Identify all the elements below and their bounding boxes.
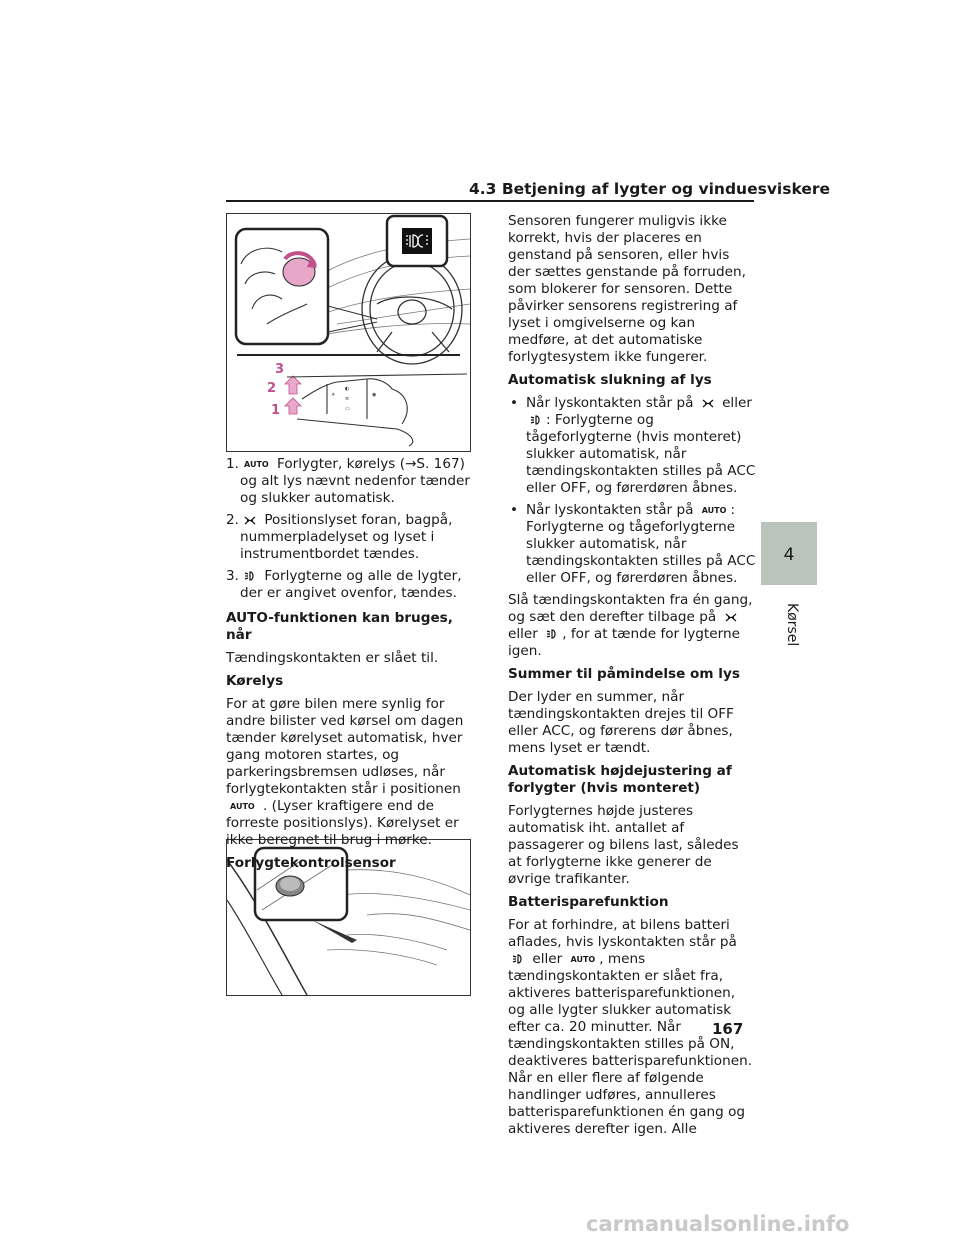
list-number: 2. (226, 512, 239, 528)
headlight-icon (244, 571, 256, 581)
header-rule (226, 200, 754, 202)
light-switch-figure (226, 213, 471, 452)
bullet-marker: • (510, 395, 519, 411)
restart-text-b: eller (508, 626, 538, 642)
restart-text-a: Slå tændingskontakten fra én gang, og sæt den derefter tilbage på (508, 592, 753, 625)
list-text: Positionslyset foran, bagpå, nummerpladelyset og lyset i instrumentbordet tændes. (240, 512, 453, 562)
list-text: Forlygterne og alle de lygter, der er angivet ovenfor, tændes. (240, 568, 462, 601)
svg-text:◐: ◐ (345, 386, 350, 392)
position-light-icon (702, 399, 714, 408)
auto-icon: AUTO (701, 505, 727, 515)
headlight-icon (530, 415, 542, 425)
callout-2: 2 (267, 381, 277, 396)
chapter-label: Kørsel (784, 603, 800, 647)
callout-3: 3 (275, 362, 285, 377)
batteri-heading: Batterisparefunktion (508, 894, 669, 910)
auto-icon: AUTO (230, 801, 255, 811)
right-column (508, 213, 756, 1144)
batteri-text-b: eller (532, 951, 563, 967)
bullet-text: : Forlygterne og tågeforlygterne slukker automatisk, når tændingskontakten stilles på ACC eller OFF, og førerdøren åbnes. (526, 502, 756, 586)
svg-text:☀: ☀ (331, 392, 336, 398)
watermark: carmanualsonline.info (586, 1212, 850, 1236)
summer-text: Der lyder en summer, når tændingskontakten drejes til OFF eller ACC, og førerens dør åbnes, mens lyset er tændt. (508, 689, 734, 756)
left-column (226, 456, 474, 878)
hojde-heading: Automatisk højdejustering af forlygter (hvis monteret) (508, 763, 732, 796)
section-title: 4.3 Betjening af lygter og vinduesviskere (469, 180, 831, 198)
auto-icon: AUTO (244, 459, 269, 469)
chapter-number: 4 (783, 545, 795, 565)
summer-heading: Summer til påmindelse om lys (508, 666, 740, 682)
svg-text:≡: ≡ (345, 396, 350, 402)
headlight-icon (512, 954, 524, 964)
batteri-text-c: , mens tændingskontakten er slået fra, aktiveres batterisparefunktionen, og alle lygter slukker automatisk efter ca. 20 minutter. Når tændingskontakten stilles på ON, deaktiveres batterisparefunktionen. Når en eller flere af følgende handlinger udføres, annulleres batterisparefunktionen én gang og aktiveres derefter igen. Alle (508, 951, 753, 1137)
list-number: 3. (226, 568, 239, 584)
korelys-paragraph (226, 696, 474, 849)
position-light-icon (725, 613, 737, 622)
auto-icon: AUTO (570, 954, 596, 964)
bullet-text: Når lyskontakten står på (526, 395, 694, 411)
list-item (226, 512, 474, 563)
list-text: Forlygter, kørelys (→S. 167) og alt lys nævnt nedenfor tænder og slukker automatisk. (240, 456, 470, 506)
list-item (508, 502, 756, 587)
light-switch-illustration (227, 214, 470, 451)
callout-1: 1 (271, 403, 281, 418)
hojde-text: Forlygternes højde justeres automatisk iht. antallet af passagerer og bilens last, således at forlygterne ikke generer de øvrige trafikanter. (508, 803, 739, 887)
auto-heading: AUTO-funktionen kan bruges, når (226, 610, 453, 643)
svg-text:▭: ▭ (345, 406, 350, 412)
korelys-heading: Kørelys (226, 673, 284, 689)
list-item (508, 395, 756, 497)
bullet-text: : Forlygterne og tågeforlygterne (hvis monteret) slukker automatisk, når tændingskontakten stilles på ACC eller OFF, og førerdøren åbnes. (526, 412, 756, 496)
auto-off-heading: Automatisk slukning af lys (508, 372, 712, 388)
korelys-text-a: For at gøre bilen mere synlig for andre bilister ved kørsel om dagen tænder kørelyset automatisk, hver gang motoren startes, og parkeringsbremsen udløses, når forlygtekontakten står i positionen (226, 696, 464, 797)
batteri-text-a: For at forhindre, at bilens batteri aflades, hvis lyskontakten står på (508, 917, 737, 950)
svg-text:◉: ◉ (372, 392, 377, 398)
sensor-heading: Forlygtekontrolsensor (226, 855, 396, 871)
bullet-text: eller (722, 395, 752, 411)
bullet-text: Når lyskontakten står på (526, 502, 694, 518)
bullet-marker: • (510, 502, 519, 518)
list-item (226, 568, 474, 602)
korelys-text-b: . (Lyser kraftigere end de forreste positionslys). Kørelyset er ikke beregnet til brug i mørke. (226, 798, 459, 848)
auto-text: Tændingskontakten er slået til. (226, 650, 439, 666)
restart-paragraph (508, 592, 756, 660)
sensor-text: Sensoren fungerer muligvis ikke korrekt, hvis der placeres en genstand på sensoren, eller hvis der sættes genstande på forruden, som blokerer for sensoren. Dette påvirker sensorens registrering af lyset i omgivelserne og kan medføre, at det automatiske forlygtesystem ikke fungerer. (508, 213, 746, 365)
headlight-icon (546, 629, 558, 639)
page-number: 167 (712, 1020, 744, 1038)
restart-text-c: , for at tænde for lygterne igen. (508, 626, 740, 659)
position-light-icon (244, 516, 256, 525)
list-item (226, 456, 474, 507)
list-number: 1. (226, 456, 239, 472)
